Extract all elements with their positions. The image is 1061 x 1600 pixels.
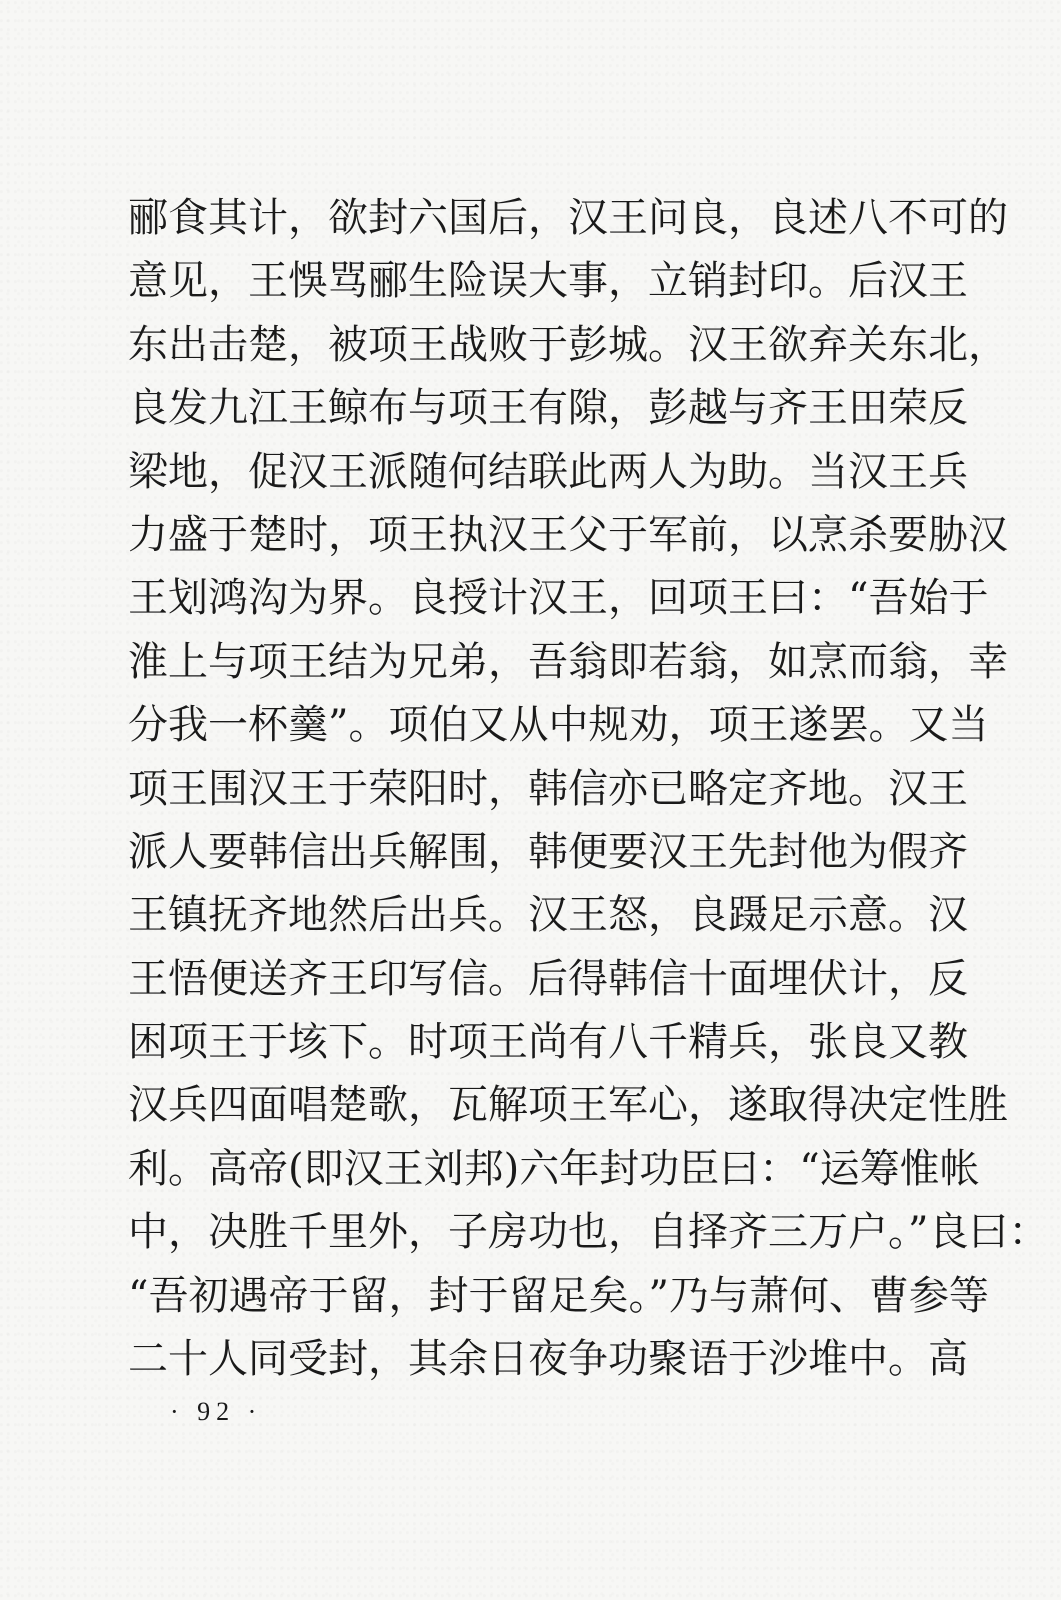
page-number: · 92 ·	[170, 1397, 263, 1426]
text-line: 汉兵四面唱楚歌，瓦解项王军心，遂取得决定性胜	[128, 1082, 1008, 1129]
text-line: 项王围汉王于荣阳时，韩信亦已略定齐地。汉王	[128, 765, 968, 812]
text-line: 力盛于楚时，项王执汉王父于军前，以烹杀要胁汉	[128, 511, 1008, 558]
text-line: 利。高帝(即汉王刘邦)六年封功臣曰：“运筹惟帐	[128, 1145, 980, 1192]
text-line: 意见，王悞骂郦生险误大事，立销封印。后汉王	[128, 258, 968, 305]
text-line: 困项王于垓下。时项王尚有八千精兵，张良又教	[128, 1019, 968, 1066]
text-line: 郦食其计，欲封六国后，汉王问良，良述八不可的	[128, 195, 1008, 241]
text-line: 王镇抚齐地然后出兵。汉王怒，良蹑足示意。汉	[128, 892, 968, 939]
text-line: 东出击楚，被项王战败于彭城。汉王欲弃关东北，	[128, 321, 1008, 368]
text-line: 淮上与项王结为兄弟，吾翁即若翁，如烹而翁，幸	[128, 638, 1008, 685]
body-text	[128, 187, 1049, 1391]
text-line: 王悟便送齐王印写信。后得韩信十面埋伏计，反	[128, 955, 968, 1002]
text-line: 梁地，促汉王派随何结联此两人为助。当汉王兵	[128, 448, 968, 495]
text-line: “吾初遇帝于留，封于留足矣。”乃与萧何、曹参等	[128, 1272, 989, 1319]
text-line: 王划鸿沟为界。良授计汉王，回项王曰：“吾始于	[128, 575, 989, 622]
text-line: 分我一杯羹”。项伯又从中规劝，项王遂罢。又当	[128, 702, 989, 749]
text-line: 中，决胜千里外，子房功也，自择齐三万户。”良曰：	[128, 1209, 1049, 1256]
text-line: 派人要韩信出兵解围，韩便要汉王先封他为假齐	[128, 828, 968, 875]
text-line: 良发九江王鲸布与项王有隙，彭越与齐王田荣反	[128, 385, 968, 432]
text-line: 二十人同受封，其余日夜争功聚语于沙堆中。高	[128, 1336, 968, 1383]
